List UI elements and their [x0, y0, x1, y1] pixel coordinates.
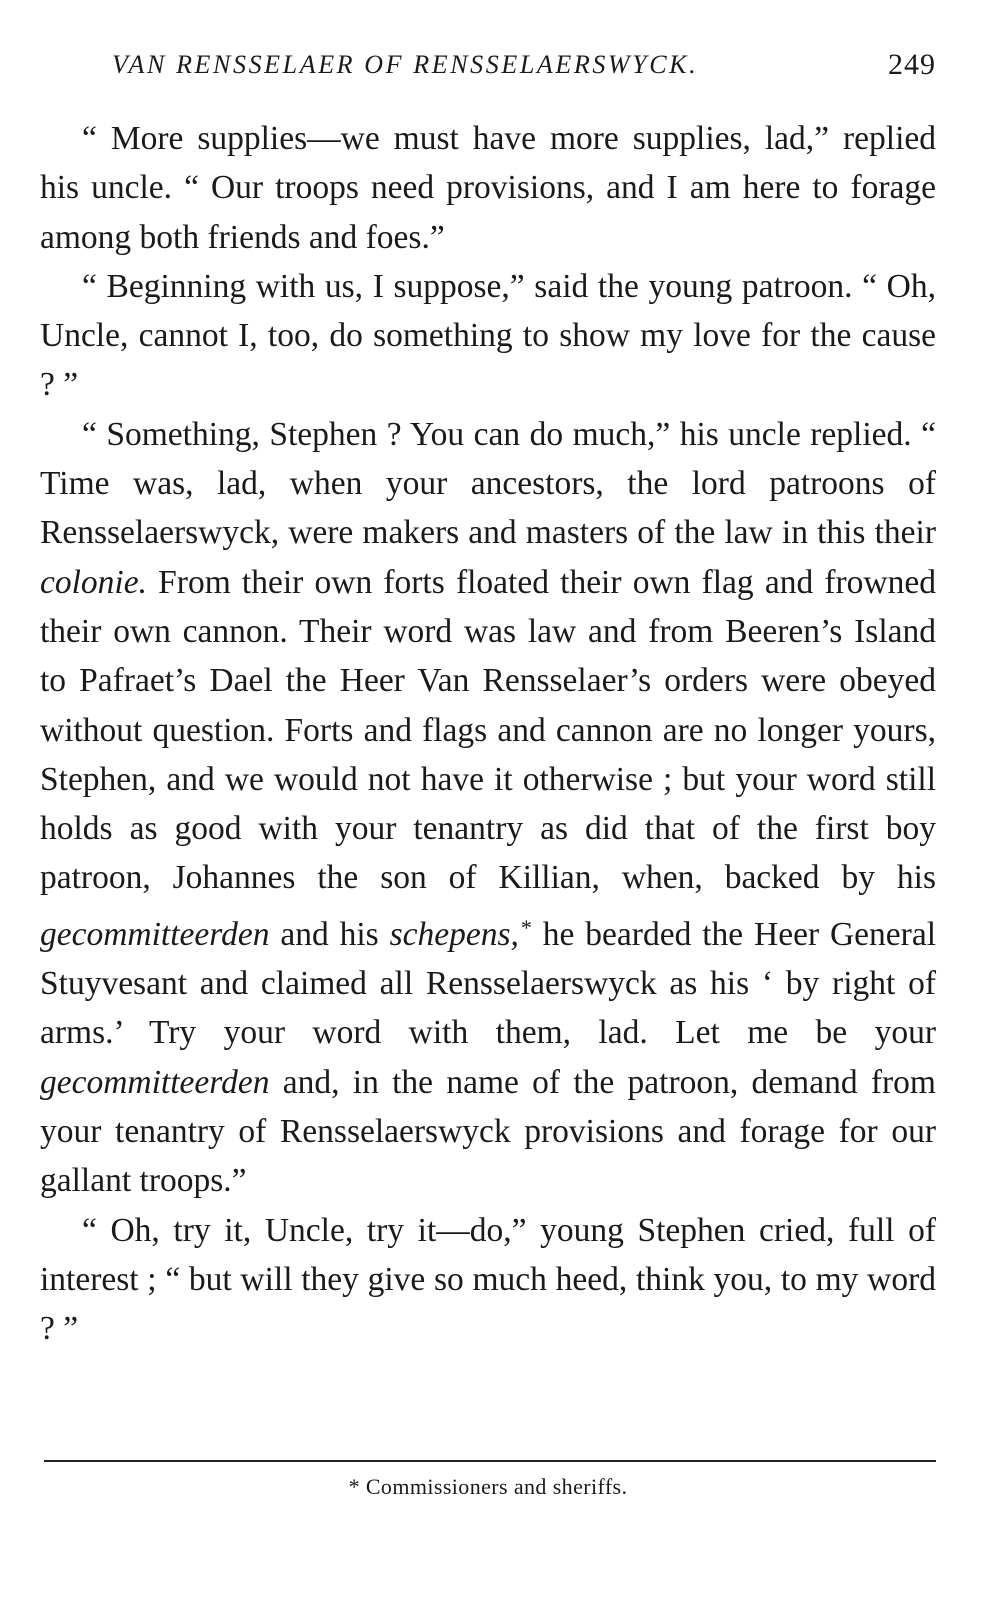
paragraph-3-text-c: and his — [269, 915, 390, 953]
italic-term-gecommitteerden-2: gecommitteerden — [40, 1063, 270, 1101]
italic-term-gecommitteerden: gecommitteerden — [40, 915, 270, 953]
paragraph-2: “ Beginning with us, I suppose,” said the young patroon. “ Oh, Uncle, cannot I, too, do something to show my love for the cause ? ” — [40, 267, 936, 404]
body-text — [40, 114, 936, 1353]
paragraph-3-text-a: “ Something, Stephen ? You can do much,” his uncle replied. “ Time was, lad, when your ancestors, the lord patroons of Rensselaerswyck, were makers and masters of the law in this their — [40, 415, 936, 552]
footnote-rule — [44, 1460, 936, 1462]
paragraph-3-text-d: he bearded the Heer General Stuyvesant and claimed all Rensselaerswyck as his ‘ by right of arms.’ Try your word with them, lad. Let me be your — [40, 915, 937, 1052]
footnote-marker: * — [520, 914, 532, 940]
paragraph-3-text-b: From their own forts floated their own flag and frowned their own cannon. Their word was law and from Beeren’s Island to Pafraet’s Dael the Heer Van Rensselaer’s orders were obeyed without question. Forts and flags and cannon are no longer yours, Stephen, and we would not have it otherwise ; but your word still holds as good with your tenantry as did that of the first boy patroon, Johannes the son of Killian, when, backed by his — [40, 563, 936, 897]
running-head — [40, 42, 936, 92]
italic-term-schepens: schepens, — [389, 915, 519, 953]
running-title: VAN RENSSELAER OF RENSSELAERSWYCK. — [112, 50, 699, 79]
book-page — [40, 42, 937, 1499]
paragraph-4: “ Oh, try it, Uncle, try it—do,” young Stephen cried, full of interest ; “ but will they give so much heed, think you, to my word ? ” — [40, 1211, 936, 1348]
page-number: 249 — [888, 48, 936, 81]
paragraph-3 — [40, 410, 936, 1206]
paragraph-1: “ More supplies—we must have more supplies, lad,” replied his uncle. “ Our troops need provisions, and I am here to forage among both friends and foes.” — [40, 120, 936, 256]
italic-term-colonie: colonie. — [40, 563, 147, 601]
footnote: * Commissioners and sheriffs. — [348, 1474, 628, 1499]
paragraph-3-text-e: and, in the name of the patroon, demand from your tenantry of Rensselaerswyck provisions and forage for our gallant troops.” — [40, 1063, 936, 1200]
